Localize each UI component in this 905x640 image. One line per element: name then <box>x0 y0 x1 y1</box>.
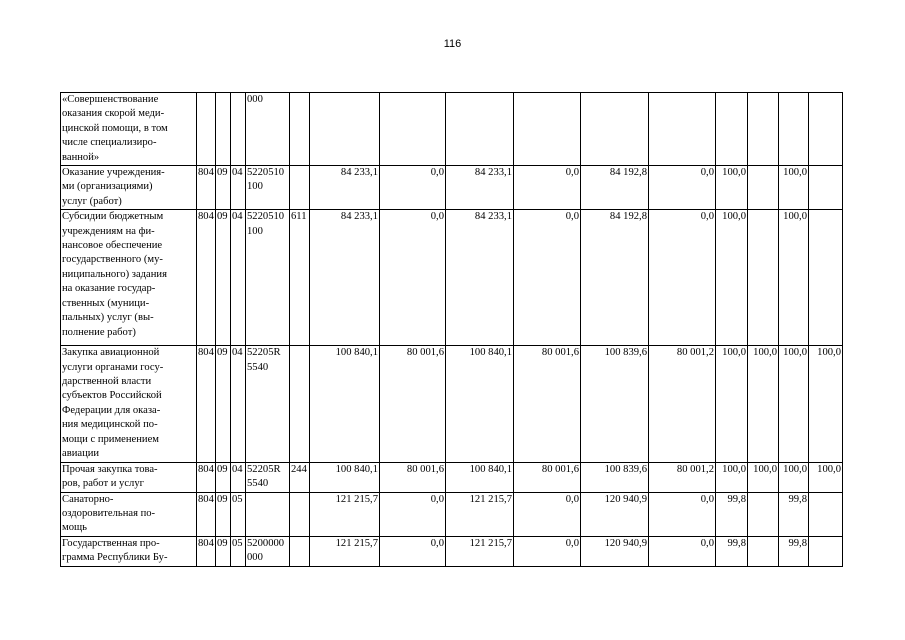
table-row <box>61 536 843 566</box>
code-cell <box>216 93 231 166</box>
value-cell: 100 840,1 <box>446 462 514 492</box>
value-cell <box>748 492 779 536</box>
code-cell: 09 <box>216 210 231 346</box>
value-cell: 120 940,9 <box>581 492 649 536</box>
row-name-cell: Закупка авиационной услуги органами госу- дарственной власти субъектов Российской Федерации для оказа- ния медицинской по- мощи с применением авиации <box>61 346 197 462</box>
code-cell <box>231 93 246 166</box>
value-cell: 100,0 <box>809 346 843 462</box>
value-cell: 100,0 <box>716 346 748 462</box>
code-cell: 804 <box>197 492 216 536</box>
table-row <box>61 492 843 536</box>
code-cell <box>197 93 216 166</box>
code-cell: 5220510 100 <box>246 210 290 346</box>
code-cell <box>290 346 310 462</box>
value-cell <box>779 93 809 166</box>
code-cell: 05 <box>231 492 246 536</box>
code-cell <box>290 492 310 536</box>
code-cell: 52205R 5540 <box>246 462 290 492</box>
row-name-cell: Субсидии бюджетным учреждениям на фи- нансовое обеспечение государственного (му- ниципального) задания на оказание государ- ственных (муници- пальных) услуг (вы- полнение работ) <box>61 210 197 346</box>
table-row <box>61 462 843 492</box>
code-cell: 804 <box>197 462 216 492</box>
value-cell: 99,8 <box>779 536 809 566</box>
value-cell: 84 192,8 <box>581 166 649 210</box>
value-cell: 0,0 <box>649 492 716 536</box>
code-cell: 04 <box>231 210 246 346</box>
value-cell: 99,8 <box>716 492 748 536</box>
value-cell: 80 001,6 <box>380 346 446 462</box>
code-cell: 09 <box>216 166 231 210</box>
code-cell <box>290 166 310 210</box>
value-cell: 0,0 <box>380 210 446 346</box>
value-cell: 120 940,9 <box>581 536 649 566</box>
code-cell: 04 <box>231 166 246 210</box>
value-cell: 100,0 <box>748 346 779 462</box>
row-name-cell: Государственная про- грамма Республики Бу- <box>61 536 197 566</box>
value-cell <box>809 166 843 210</box>
value-cell: 84 233,1 <box>446 210 514 346</box>
value-cell: 84 233,1 <box>310 210 380 346</box>
code-cell <box>290 93 310 166</box>
value-cell: 0,0 <box>649 210 716 346</box>
value-cell: 99,8 <box>716 536 748 566</box>
code-cell: 09 <box>216 536 231 566</box>
value-cell: 0,0 <box>649 536 716 566</box>
code-cell: 5200000 000 <box>246 536 290 566</box>
value-cell: 121 215,7 <box>446 492 514 536</box>
value-cell: 99,8 <box>779 492 809 536</box>
row-name-cell: Оказание учреждения- ми (организациями) услуг (работ) <box>61 166 197 210</box>
value-cell <box>809 492 843 536</box>
value-cell: 121 215,7 <box>310 536 380 566</box>
value-cell: 80 001,6 <box>380 462 446 492</box>
value-cell: 100 840,1 <box>310 346 380 462</box>
value-cell: 0,0 <box>514 166 581 210</box>
table-row <box>61 93 843 166</box>
value-cell: 0,0 <box>380 166 446 210</box>
code-cell: 09 <box>216 346 231 462</box>
row-name-cell: «Совершенствование оказания скорой меди- цинской помощи, в том числе специализиро- ванной» <box>61 93 197 166</box>
value-cell: 0,0 <box>514 492 581 536</box>
value-cell <box>380 93 446 166</box>
value-cell: 100,0 <box>779 210 809 346</box>
page-number: 116 <box>443 38 462 50</box>
row-name-cell: Прочая закупка това- ров, работ и услуг <box>61 462 197 492</box>
code-cell: 804 <box>197 346 216 462</box>
code-cell: 05 <box>231 536 246 566</box>
code-cell: 804 <box>197 536 216 566</box>
code-cell: 52205R 5540 <box>246 346 290 462</box>
value-cell <box>748 166 779 210</box>
value-cell: 100 840,1 <box>446 346 514 462</box>
value-cell <box>809 536 843 566</box>
code-cell: 04 <box>231 346 246 462</box>
table-row <box>61 346 843 462</box>
value-cell: 80 001,2 <box>649 346 716 462</box>
code-cell: 611 <box>290 210 310 346</box>
value-cell: 80 001,2 <box>649 462 716 492</box>
value-cell <box>809 93 843 166</box>
value-cell <box>581 93 649 166</box>
value-cell: 84 192,8 <box>581 210 649 346</box>
value-cell: 100,0 <box>716 462 748 492</box>
code-cell: 804 <box>197 166 216 210</box>
code-cell: 04 <box>231 462 246 492</box>
value-cell: 0,0 <box>514 210 581 346</box>
value-cell: 100,0 <box>779 346 809 462</box>
value-cell: 84 233,1 <box>446 166 514 210</box>
value-cell <box>748 210 779 346</box>
value-cell: 100,0 <box>779 166 809 210</box>
value-cell: 0,0 <box>380 536 446 566</box>
code-cell: 09 <box>216 492 231 536</box>
value-cell: 121 215,7 <box>446 536 514 566</box>
value-cell <box>649 93 716 166</box>
value-cell: 0,0 <box>380 492 446 536</box>
value-cell: 80 001,6 <box>514 346 581 462</box>
value-cell <box>446 93 514 166</box>
value-cell: 100,0 <box>748 462 779 492</box>
row-name-cell: Санаторно- оздоровительная по- мощь <box>61 492 197 536</box>
code-cell: 804 <box>197 210 216 346</box>
value-cell: 100 839,6 <box>581 346 649 462</box>
code-cell <box>290 536 310 566</box>
code-cell: 09 <box>216 462 231 492</box>
value-cell: 0,0 <box>649 166 716 210</box>
value-cell: 121 215,7 <box>310 492 380 536</box>
value-cell: 80 001,6 <box>514 462 581 492</box>
value-cell: 100 840,1 <box>310 462 380 492</box>
code-cell: 000 <box>246 93 290 166</box>
budget-execution-table <box>60 92 843 567</box>
value-cell: 100,0 <box>809 462 843 492</box>
value-cell <box>716 93 748 166</box>
table-row <box>61 166 843 210</box>
value-cell: 100,0 <box>716 210 748 346</box>
value-cell: 100,0 <box>716 166 748 210</box>
value-cell <box>514 93 581 166</box>
value-cell <box>748 93 779 166</box>
value-cell <box>310 93 380 166</box>
value-cell <box>809 210 843 346</box>
value-cell: 100,0 <box>779 462 809 492</box>
value-cell: 100 839,6 <box>581 462 649 492</box>
code-cell: 5220510 100 <box>246 166 290 210</box>
value-cell <box>748 536 779 566</box>
value-cell: 0,0 <box>514 536 581 566</box>
table-row <box>61 210 843 346</box>
code-cell <box>246 492 290 536</box>
code-cell: 244 <box>290 462 310 492</box>
value-cell: 84 233,1 <box>310 166 380 210</box>
